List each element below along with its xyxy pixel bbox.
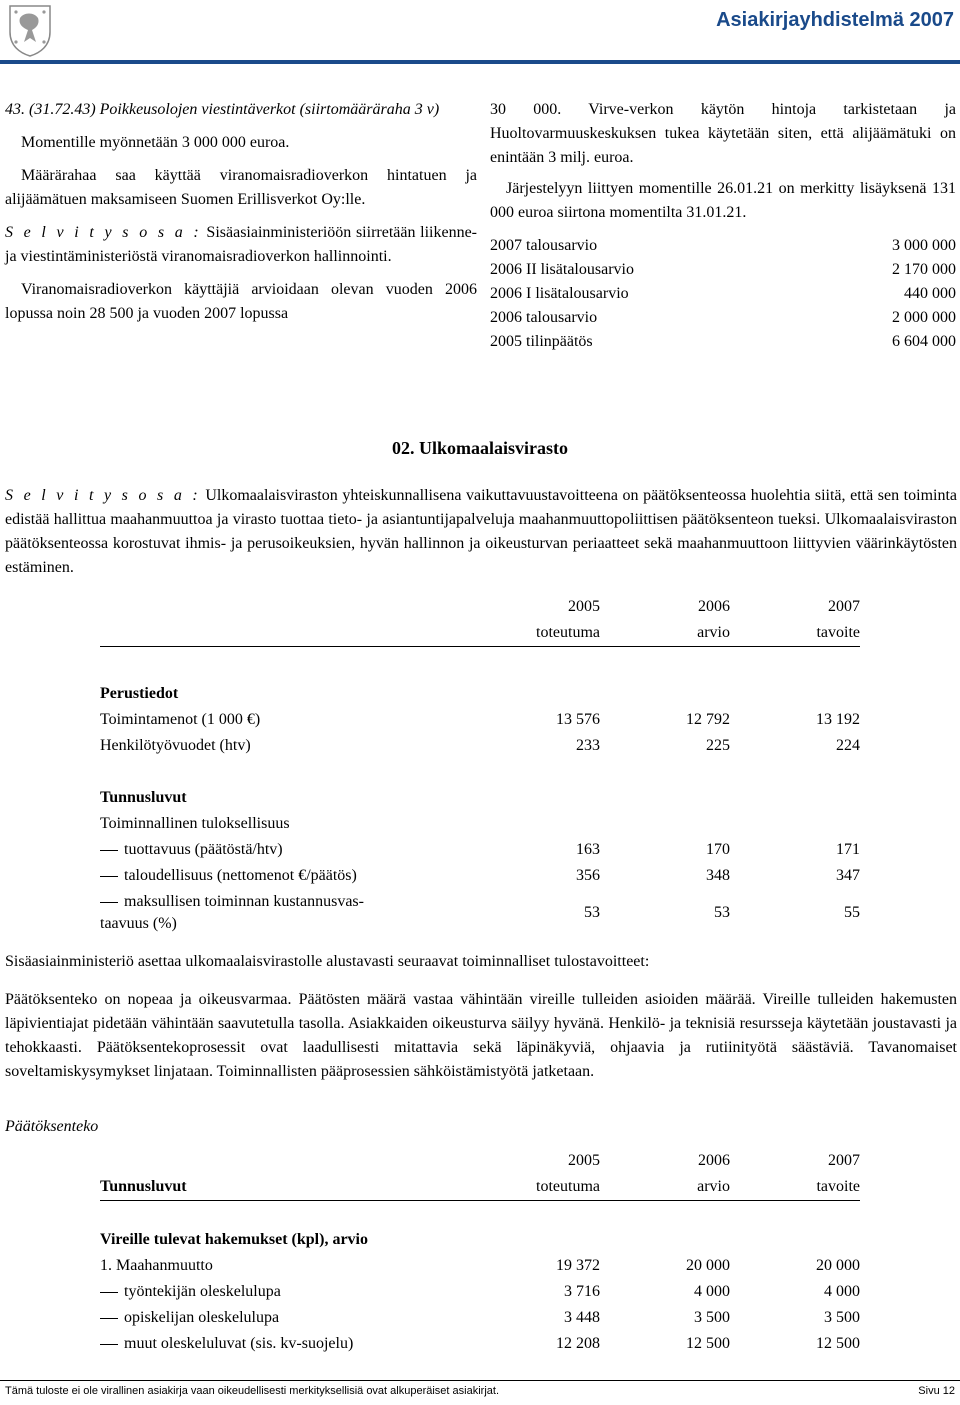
paragraph: Viranomaisradioverkon käyttäjiä arvioidaan olevan vuoden 2006 lopussa noin 28 500 ja vuoden 2007 lopussa: [5, 281, 477, 322]
budget-label: 2006 talousarvio: [490, 309, 598, 326]
paragraph: 30 000. Virve-verkon käytön hintoja tarkistetaan ja Huoltovarmuuskeskuksen tukea käytetään siten, että alijäämätuki on enintään 3 milj. euroa.: [490, 101, 956, 166]
table-row: [100, 1305, 860, 1331]
year-header: 2005: [568, 598, 600, 615]
group-label: Vireille tulevat hakemukset (kpl), arvio: [100, 1231, 368, 1248]
group-label: Tunnusluvut: [100, 789, 187, 806]
moment-heading: 43. (31.72.43) Poikkeusolojen viestintäverkot (siirtomääräraha 3 v): [5, 101, 440, 118]
budget-value: 2 170 000: [892, 261, 956, 278]
table-row: [100, 1253, 860, 1279]
row-label-text: opiskelijan oleskelulupa: [124, 1309, 280, 1326]
budget-value: 6 604 000: [892, 333, 956, 350]
dash-marker: [100, 1292, 118, 1293]
row-label: Toimintamenot (1 000 €): [100, 711, 261, 728]
row-label-text: taloudellisuus (nettomenot €/päätös): [124, 867, 357, 884]
footer: [5, 1383, 955, 1399]
table-row: [100, 889, 860, 937]
table-group-row: [100, 1227, 860, 1253]
paragraph-text: Ulkomaalaisviraston yhteiskunnallisena vaikuttavuustavoitteena on päätöksenteossa huolehtia siitä, että sen toiminta edistää hallittua maahanmuuttoa ja virasto tuottaa tieto- ja asiantuntijapalveluja maahanmuuttopoliittisen päätöksenteon tueksi. Ulkomaalaisviraston päätöksenteossa korostuvat ihmis- ja perusoikeuksien, hyvän hallinnon ja oikeusturvan periaatteet sekä maahanmuuttoon liittyvien väärinkäytösten estäminen.: [5, 487, 958, 576]
cell: 356: [576, 867, 600, 884]
paragraph: Määrärahaa saa käyttää viranomaisradioverkon hintatuen ja alijäämätuen maksamiseen Suomen Erillisverkot Oy:lle.: [5, 167, 477, 208]
cell: 163: [576, 841, 600, 858]
table-header-row: [100, 1174, 860, 1201]
budget-label: 2006 I lisätalousarvio: [490, 285, 629, 302]
cell: 3 500: [694, 1309, 730, 1326]
cell: 20 000: [816, 1257, 860, 1274]
table-group-row: [100, 681, 860, 707]
header-rule: [0, 60, 960, 64]
cell: 233: [576, 737, 600, 754]
dash-marker: [100, 850, 118, 851]
table-header-row: [100, 620, 860, 647]
row-label-text: maksullisen toiminnan kustannusvas-: [124, 893, 364, 910]
cell: 171: [836, 841, 860, 858]
budget-row: [490, 330, 956, 354]
budget-value: 2 000 000: [892, 309, 956, 326]
group-label: Perustiedot: [100, 685, 179, 702]
table-header-row: [100, 1148, 860, 1174]
left-column: [5, 98, 477, 326]
cell: 20 000: [686, 1257, 730, 1274]
paragraph: [5, 221, 477, 269]
row-label-text: tuottavuus (päätöstä/htv): [124, 841, 283, 858]
year-header: 2007: [828, 598, 860, 615]
paragraph: Momentille myönnetään 3 000 000 euroa.: [21, 134, 290, 151]
table-row: [100, 863, 860, 889]
cell: 12 500: [686, 1335, 730, 1352]
budget-label: 2006 II lisätalousarvio: [490, 261, 634, 278]
year-header: 2006: [698, 1152, 730, 1169]
paragraph: Järjestelyyn liittyen momentille 26.01.21 on merkitty lisäyksenä 131 000 euroa siirtona momentilta 31.01.21.: [490, 180, 956, 221]
section-paragraph: [5, 484, 957, 580]
footer-disclaimer: Tämä tuloste ei ole virallinen asiakirja vaan oikeudellisesti merkityksellisiä ovat alkuperäiset asiakirjat.: [5, 1385, 499, 1397]
kind-header: arvio: [697, 1178, 730, 1195]
cell: 13 576: [556, 711, 600, 728]
page-number: Sivu 12: [918, 1385, 955, 1397]
cell: 53: [714, 904, 730, 921]
cell: 4 000: [824, 1283, 860, 1300]
budget-row: [490, 282, 956, 306]
budget-row: [490, 258, 956, 282]
paragraph: Päätöksenteko on nopeaa ja oikeusvarmaa. Päätösten määrä vastaa vähintään vireille tulleiden asioiden määrää. Vireille tulleiden hakemusten läpivientiajat pidetään vähintään saavutetulla tasolla. Asiakkaiden oikeusturva säilyy hyvänä. Henkilö- ja teknisiä resursseja käytetään joustavasti ja tehokkaasti. Päätöksentekoprosessit ovat laadullisesti mitattavia sekä läpinäkyviä, ohjaavia ja rutiinityötä säästäviä. Tavanomaiset soveltamiskysymykset linjataan. Toiminnallisten pääprosessien sähköistämistyötä jatketaan.: [5, 991, 957, 1080]
document-title: Asiakirjayhdistelmä 2007: [716, 9, 954, 31]
year-header: 2006: [698, 598, 730, 615]
dash-marker: [100, 876, 118, 877]
cell: 12 208: [556, 1335, 600, 1352]
dash-marker: [100, 1318, 118, 1319]
row-label-text: taavuus (%): [100, 915, 177, 932]
cell: 4 000: [694, 1283, 730, 1300]
paragraph-text: Sisäasiainministeriöön siirretään liikenne- ja viestintäministeriöstä viranomaisradioverkon hallinnointi.: [5, 224, 478, 265]
cell: 3 716: [564, 1283, 600, 1300]
cell: 348: [706, 867, 730, 884]
row-label: 1. Maahanmuutto: [100, 1257, 213, 1274]
row-label: [100, 1279, 460, 1305]
table-header-row: [100, 594, 860, 620]
year-header: 2005: [568, 1152, 600, 1169]
row-label: [100, 837, 460, 863]
cell: 3 448: [564, 1309, 600, 1326]
row-label: Henkilötyövuodet (htv): [100, 737, 251, 754]
table-row: [100, 1331, 860, 1357]
section-heading: 02. Ulkomaalaisvirasto: [391, 438, 568, 458]
budget-row: [490, 234, 956, 258]
budget-value: 3 000 000: [892, 237, 956, 254]
selvitys-label: S e l v i t y s o s a :: [5, 487, 201, 504]
table-row: [100, 1279, 860, 1305]
table-row: [100, 733, 860, 759]
table-row: [100, 837, 860, 863]
cell: 55: [844, 904, 860, 921]
row-label: [100, 1305, 460, 1331]
subgroup-label: Toiminnallinen tuloksellisuus: [100, 815, 290, 832]
subheading: Päätöksenteko: [5, 1118, 99, 1135]
budget-value: 440 000: [904, 285, 956, 302]
cell: 3 500: [824, 1309, 860, 1326]
selvitys-label: S e l v i t y s o s a :: [5, 224, 202, 241]
cell: 19 372: [556, 1257, 600, 1274]
dash-marker: [100, 1344, 118, 1345]
budget-label: 2005 tilinpäätös: [490, 333, 593, 350]
budget-row: [490, 306, 956, 330]
row-label: [100, 889, 460, 937]
footer-rule: [0, 1380, 960, 1381]
cell: 13 192: [816, 711, 860, 728]
cell: 225: [706, 737, 730, 754]
paragraph: Sisäasiainministeriö asettaa ulkomaalaisvirastolle alustavasti seuraavat toiminnalliset tulostavoitteet:: [5, 953, 650, 970]
cell: 12 500: [816, 1335, 860, 1352]
table-group-row: [100, 785, 860, 811]
kind-header: tavoite: [816, 1178, 860, 1195]
cell: 347: [836, 867, 860, 884]
performance-table: [100, 594, 860, 937]
cell: 53: [584, 904, 600, 921]
budget-list: [490, 234, 956, 354]
row-label: [100, 1331, 460, 1357]
dash-marker: [100, 902, 118, 903]
table-heading: Tunnusluvut: [100, 1178, 187, 1195]
row-label: [100, 863, 460, 889]
kind-header: arvio: [697, 624, 730, 641]
cell: 224: [836, 737, 860, 754]
kind-header: toteutuma: [536, 624, 600, 641]
row-label-text: muut oleskeluluvat (sis. kv-suojelu): [124, 1335, 354, 1352]
year-header: 2007: [828, 1152, 860, 1169]
kind-header: tavoite: [816, 624, 860, 641]
cell: 12 792: [686, 711, 730, 728]
coat-of-arms-icon: [6, 2, 54, 58]
right-column: [490, 98, 956, 354]
table-row: [100, 707, 860, 733]
table-subgroup-row: [100, 811, 860, 837]
budget-label: 2007 talousarvio: [490, 237, 598, 254]
kind-header: toteutuma: [536, 1178, 600, 1195]
row-label-text: työntekijän oleskelulupa: [124, 1283, 281, 1300]
cell: 170: [706, 841, 730, 858]
applications-table: [100, 1148, 860, 1357]
